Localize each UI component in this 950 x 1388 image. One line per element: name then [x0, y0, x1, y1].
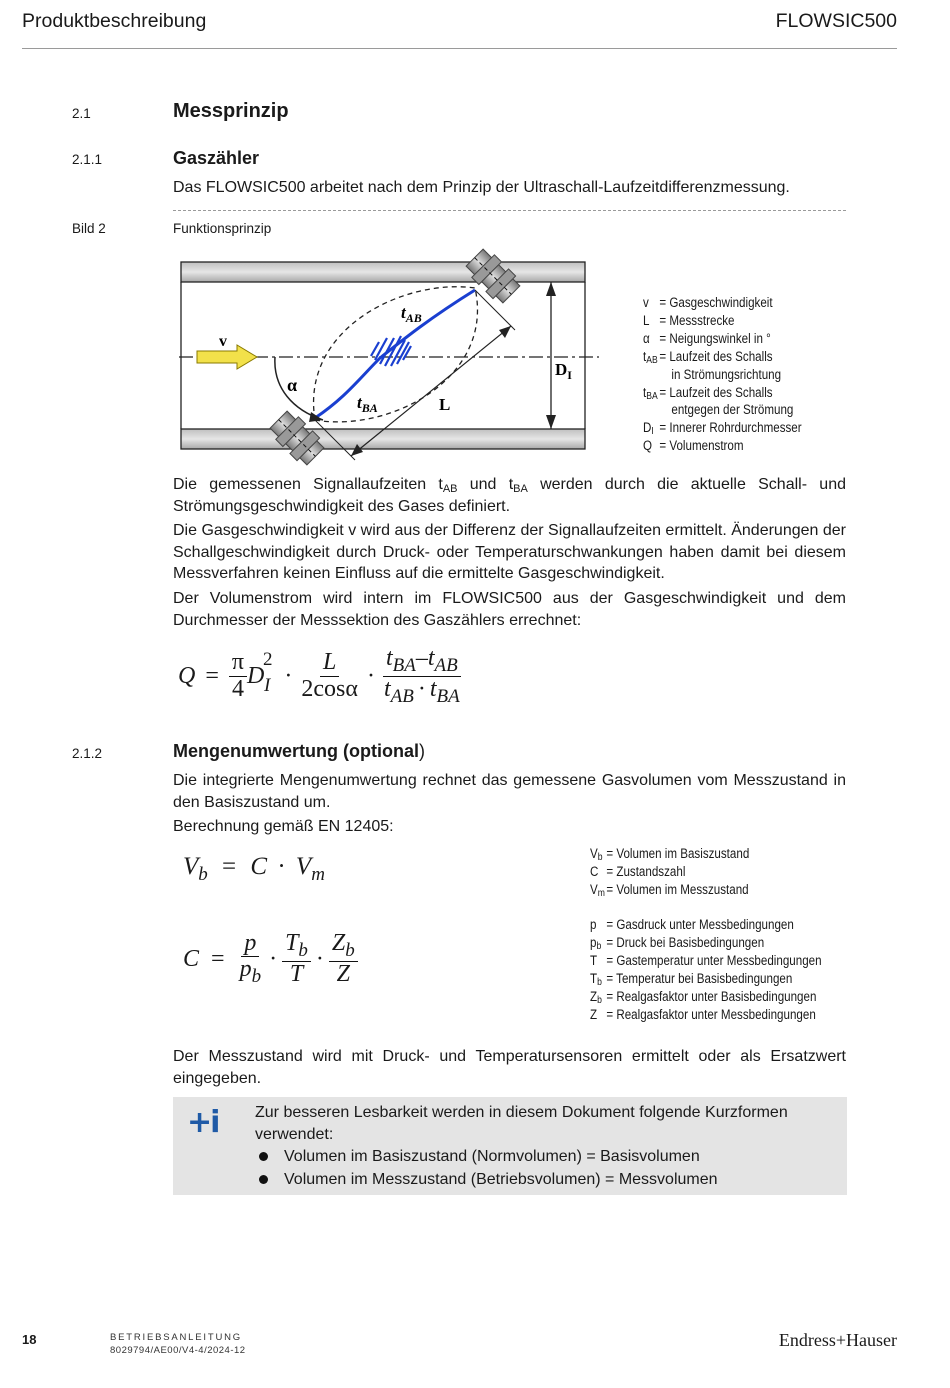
diagram-label-tba-sub: BA: [361, 401, 378, 415]
figure-divider: [173, 210, 846, 211]
subsection-title: Mengenumwertung (optional): [173, 741, 425, 761]
gas-velocity-paragraph: Die Gasgeschwindigkeit v wird aus der Differenz der Signallaufzeiten ermittelt. Änderungen der Schallgeschwindigkeit durch Druck- oder Temperaturschwankungen haben damit bei diesem Messverfahren keinen Einfluss auf die ermittelte Gasgeschwindigkeit.: [173, 522, 846, 583]
diagram-label-v: v: [219, 333, 227, 350]
diagram-label-alpha: α: [287, 375, 298, 395]
volume-legend: $V_b$ = Volumen im Basiszustand C = Zustandszahl $V_m$ = Volumen im Messzustand: [590, 846, 750, 899]
diagram-label-L: L: [439, 395, 451, 414]
info-bullet: Volumen im Basiszustand (Normvolumen) = Basisvolumen: [255, 1146, 700, 1168]
pipe-wall-top: [181, 262, 585, 282]
diagram-label-di: D: [555, 360, 568, 379]
document-type: BETRIEBSANLEITUNG: [110, 1332, 242, 1343]
running-header-right: FLOWSIC500: [775, 10, 897, 32]
info-text: Zur besseren Lesbarkeit werden in diesem Dokument folgende Kurzformen verwendet:: [255, 1104, 788, 1143]
svg-text:tAB: [401, 303, 422, 325]
info-box: [173, 1097, 847, 1195]
subsection-title: Gaszähler: [173, 148, 260, 168]
subsection-number: 2.1.2: [72, 746, 103, 761]
subsection-number: 2.1.1: [72, 152, 103, 167]
diagram-label-tab-sub: AB: [405, 311, 422, 325]
conversion-paragraph: Die integrierte Mengenumwertung rechnet das gemessene Gasvolumen vom Messzustand in den Basiszustand um.: [173, 772, 846, 811]
svg-text:tBA: [357, 393, 378, 415]
page-number: 18: [22, 1332, 37, 1347]
diagram-label-di-sub: I: [567, 368, 572, 382]
diagram-label-tba: t: [357, 393, 362, 412]
volume-formula: $V_b = C \cdot V_m$: [183, 853, 325, 885]
diagram-label-tab: t: [401, 303, 406, 322]
document-id: 8029794/AE00/V4-4/2024-12: [110, 1345, 246, 1356]
header-rule: [22, 48, 897, 49]
calculation-reference: Berechnung gemäß EN 12405:: [173, 818, 394, 835]
intro-paragraph: Das FLOWSIC500 arbeitet nach dem Prinzip der Ultraschall-Laufzeitdifferenzmessung.: [173, 179, 790, 196]
velocity-arrow-icon: [197, 345, 257, 369]
section-number: 2.1: [72, 106, 91, 121]
running-header-left: Produktbeschreibung: [22, 10, 207, 32]
figure-legend: v = Gasgeschwindigkeit L = Messstrecke α = Neigungswinkel in ° $t_{AB}$ = Laufzeit des Schalls in Strömungsrichtung $t_{BA}$ = Laufzeit des Schalls entgegen der Strömung $D_I$ = Innerer Rohrdurchmesser Q = Volumenstrom: [643, 295, 802, 454]
ultrasonic-signal-path: [315, 290, 475, 418]
function-principle-diagram: [175, 238, 615, 473]
figure-caption: Funktionsprinzip: [173, 221, 272, 236]
info-bullet: Volumen im Messzustand (Betriebsvolumen) = Messvolumen: [255, 1169, 718, 1191]
signal-runtime-paragraph: Die gemessenen Signallaufzeiten $t_{AB}$ und $t_{BA}$ werden durch die aktuelle Schall- und Strömungsgeschwindigkeit des Gases definiert.: [173, 476, 846, 515]
brand-logo: Endress+Hauser: [778, 1330, 897, 1350]
info-icon: +i: [187, 1105, 219, 1140]
state-legend: p = Gasdruck unter Messbedingungen $p_b$ = Druck bei Basisbedingungen T = Gastemperatur unter Messbedingungen $T_b$ = Temperatur bei Basisbedingungen $Z_b$ = Realgasfaktor unter Basisbedingungen Z = Realgasfaktor unter Messbedingungen: [590, 917, 822, 1022]
svg-text:DI: [555, 360, 572, 382]
pipe-wall-bottom: [181, 429, 585, 449]
volume-flow-formula: Q = $\frac{\pi}{4}$ D 2 I · L 2cosα · $t_{BA}-t_{AB}$ $t_{AB} \cdot t_{BA}$: [178, 644, 460, 707]
section-title: Messprinzip: [173, 100, 289, 122]
volume-flow-paragraph: Der Volumenstrom wird intern im FLOWSIC500 aus der Gasgeschwindigkeit und dem Durchmesser der Messsektion des Gaszählers errechnet:: [173, 590, 846, 629]
measuring-state-paragraph: Der Messzustand wird mit Druck- und Temperatursensoren ermittelt oder als Ersatzwert eingegeben.: [173, 1048, 846, 1087]
figure-label: Bild 2: [72, 221, 106, 236]
state-number-formula: C = $\frac{p}{p_b}$ · $T_b$ T · $Z_b$ Z: [183, 924, 358, 994]
